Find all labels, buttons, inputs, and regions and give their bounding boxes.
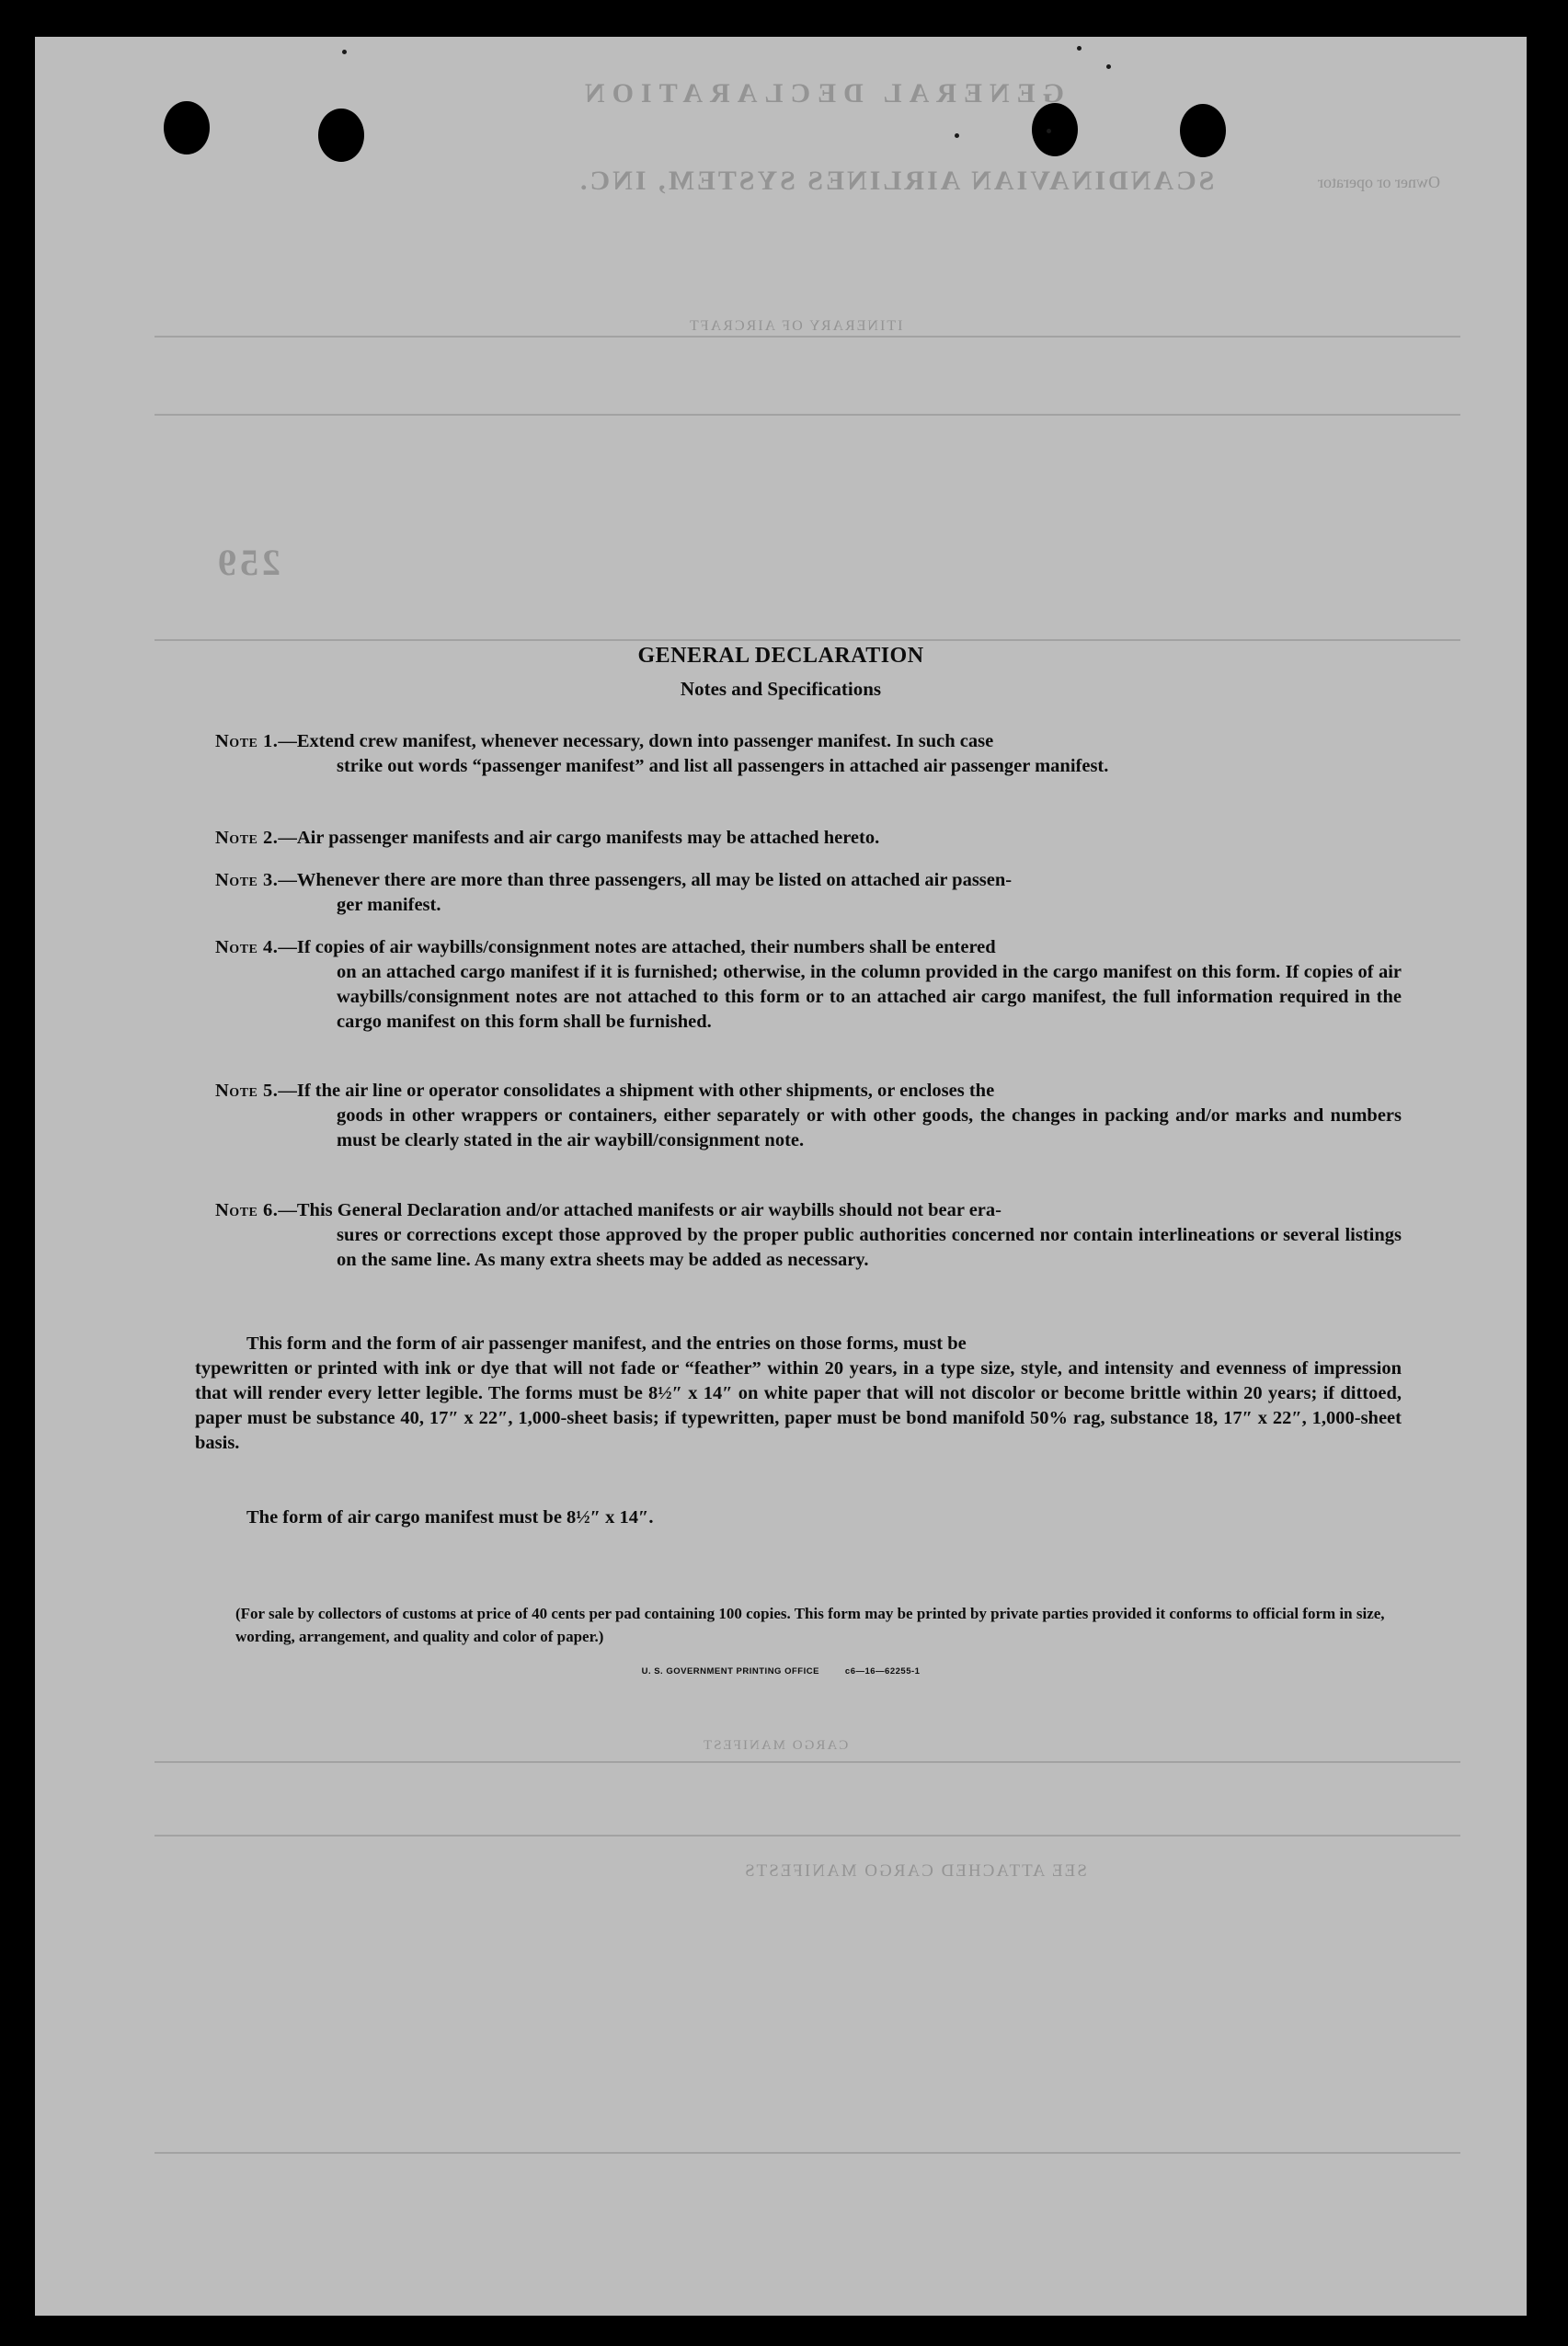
- note-label: Note 5.: [215, 1081, 279, 1101]
- speck: [342, 50, 347, 54]
- bleed-operator-value: SCANDINAVIAN AIRLINES SYSTEM, INC.: [578, 166, 1215, 196]
- cargo-size-line: The form of air cargo manifest must be 8½″ x 14″.: [246, 1507, 654, 1528]
- bleed-rule: [155, 2152, 1460, 2154]
- bleed-rule: [155, 414, 1460, 416]
- note-label: Note 1.: [215, 731, 279, 751]
- bleed-attached-cargo: SEE ATTACHED CARGO MANIFESTS: [743, 1861, 1087, 1881]
- note-first-line: —If the air line or operator consolidates a shipment with other shipments, or encloses the: [278, 1081, 995, 1101]
- bleed-operator-label: Owner or operator: [1318, 173, 1440, 191]
- note-6: [215, 1198, 1402, 1273]
- note-label: Note 2.: [215, 828, 279, 848]
- form-requirements: [195, 1332, 1402, 1456]
- note-3: [215, 868, 1402, 918]
- note-first-line: —This General Declaration and/or attached manifests or air waybills should not bear era-: [278, 1200, 1001, 1220]
- speck: [955, 133, 959, 138]
- note-body: sures or corrections except those approved by the proper public authorities concerned nor contain interlineations or several listings on the same line. As many extra sheets may be added as necessary.: [337, 1225, 1402, 1270]
- document-page: [35, 37, 1527, 2316]
- note-body: goods in other wrappers or containers, either separately or with other goods, the changes in packing and/or marks and numbers must be clearly stated in the air waybill/consignment note.: [337, 1105, 1402, 1150]
- speck: [1077, 46, 1082, 51]
- note-2: [215, 826, 1402, 851]
- page-subtitle: Notes and Specifications: [680, 678, 882, 700]
- note-first-line: —If copies of air waybills/consignment notes are attached, their numbers shall be entered: [278, 937, 996, 957]
- note-first-line: —Extend crew manifest, whenever necessary, down into passenger manifest. In such case: [278, 731, 994, 751]
- form-requirements-body: typewritten or printed with ink or dye that will not fade or “feather” within 20 years, in a type size, style, and intensity and evenness of impression that will render every letter legible. The forms must be 8½″ x 14″ on white paper that will not discolor or become brittle within 20 years; if dittoed, paper must be substance 40, 17″ x 22″, 1,000-sheet basis; if typewritten, paper must be bond manifold 50% rag, substance 18, 17″ x 22″, 1,000-sheet basis.: [195, 1358, 1402, 1453]
- note-body: ger manifest.: [337, 895, 441, 915]
- note-label: Note 3.: [215, 870, 279, 890]
- bleed-rule: [155, 1761, 1460, 1763]
- bleed-itinerary-header: ITINERARY OF AIRCRAFT: [688, 318, 903, 334]
- note-body: strike out words “passenger manifest” and list all passengers in attached air passenger manifest.: [337, 756, 1109, 776]
- note-4: [215, 935, 1402, 1035]
- form-requirements-first: This form and the form of air passenger manifest, and the entries on those forms, must be: [246, 1333, 967, 1354]
- bleed-header: GENERAL DECLARATION: [578, 78, 1065, 109]
- sale-notice: (For sale by collectors of customs at price of 40 cents per pad containing 100 copies. This form may be printed by private parties provided it conforms to official form in size, wording, arrangement, and quality and color of paper.): [235, 1605, 1385, 1645]
- punch-hole-right-1: [1032, 103, 1078, 156]
- speck: [1106, 64, 1111, 69]
- note-first-line: —Whenever there are more than three passengers, all may be listed on attached air passen-: [278, 870, 1013, 890]
- punch-hole-right-2: [1180, 104, 1226, 157]
- note-label: Note 6.: [215, 1200, 279, 1220]
- print-code: c6—16—62255-1: [844, 1666, 921, 1677]
- punch-hole-left-2: [318, 109, 364, 162]
- note-5: [215, 1079, 1402, 1153]
- note-body: on an attached cargo manifest if it is furnished; otherwise, in the column provided in the cargo manifest on this form. If copies of air waybills/consignment notes are not attached to this form or to an attached air cargo manifest, the full information required in the cargo manifest on this form shall be furnished.: [337, 962, 1402, 1032]
- note-label: Note 4.: [215, 937, 279, 957]
- bleed-rule: [155, 1835, 1460, 1837]
- bleed-rule: [155, 336, 1460, 338]
- printer-line: [35, 1666, 1527, 1677]
- note-1: [215, 729, 1402, 779]
- speck: [1047, 129, 1051, 133]
- note-first-line: —Air passenger manifests and air cargo manifests may be attached hereto.: [278, 828, 880, 848]
- bleed-rule: [155, 639, 1460, 641]
- punch-hole-left-1: [164, 101, 210, 154]
- printer-name: U. S. GOVERNMENT PRINTING OFFICE: [641, 1666, 819, 1677]
- bleed-stamp-number: 259: [214, 542, 280, 583]
- bleed-cargo-header: CARGO MANIFEST: [702, 1738, 849, 1753]
- page-title: GENERAL DECLARATION: [637, 644, 924, 668]
